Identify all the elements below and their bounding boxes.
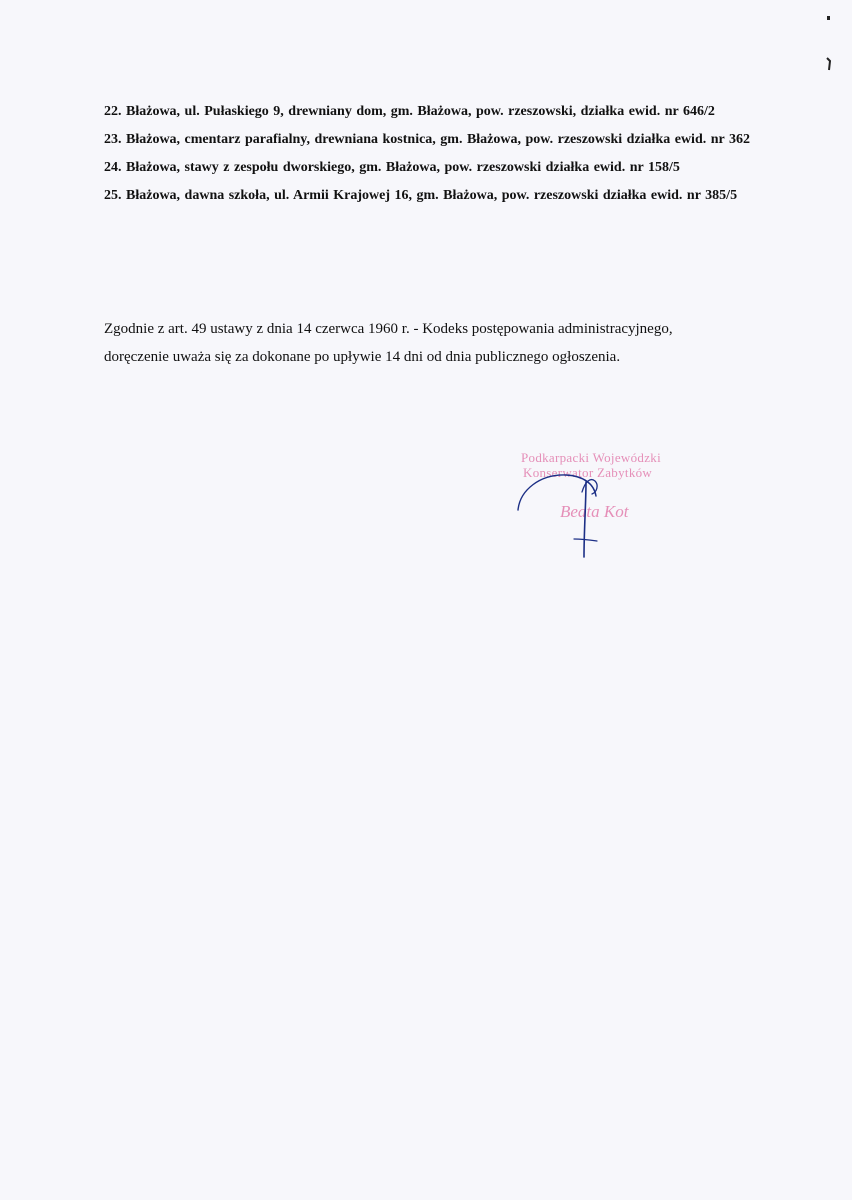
margin-mark: [826, 8, 832, 14]
signature-icon: [496, 448, 706, 568]
official-stamp: [496, 448, 706, 568]
list-item: 25. Błażowa, dawna szkoła, ul. Armii Krajowej 16, gm. Błażowa, pow. rzeszowski działka ewid. nr 385/5: [104, 188, 738, 203]
stamp-name: Beata Kot: [560, 502, 629, 521]
margin-mark: [826, 56, 832, 74]
list-item: 23. Błażowa, cmentarz parafialny, drewniana kostnica, gm. Błażowa, pow. rzeszowski działka ewid. nr 362: [104, 132, 750, 147]
list-item: 24. Błażowa, stawy z zespołu dworskiego, gm. Błażowa, pow. rzeszowski działka ewid. nr 158/5: [104, 160, 680, 175]
legal-note-line: doręczenie uważa się za dokonane po upływie 14 dni od dnia publicznego ogłoszenia.: [104, 349, 621, 365]
legal-note: [104, 315, 804, 371]
stamp-office-line: Podkarpacki Wojewódzki: [521, 450, 661, 465]
list-item: 22. Błażowa, ul. Pułaskiego 9, drewniany dom, gm. Błażowa, pow. rzeszowski, działka ewid. nr 646/2: [104, 104, 715, 119]
legal-note-line: Zgodnie z art. 49 ustawy z dnia 14 czerwca 1960 r. - Kodeks postępowania administracyjnego,: [104, 321, 673, 337]
stamp-office-line: Konserwator Zabytków: [523, 465, 653, 480]
monument-list: [104, 98, 764, 210]
